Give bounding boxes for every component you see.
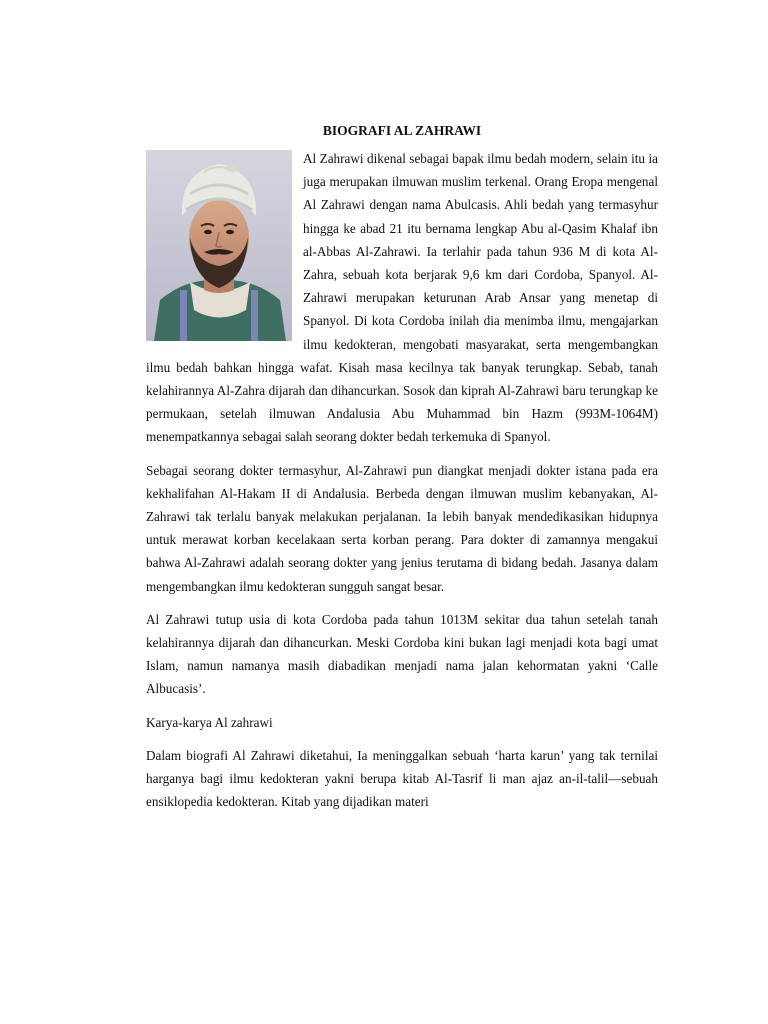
document-title: BIOGRAFI AL ZAHRAWI	[322, 123, 482, 138]
paragraph-works: Dalam biografi Al Zahrawi diketahui, Ia meninggalkan sebuah ‘harta karun’ yang tak ternilai harganya bagi ilmu kedokteran yakni berupa kitab Al-Tasrif li man ajaz an-il-talil—sebuah ensiklopedia kedokteran. Kitab yang dijadikan materi	[146, 747, 658, 810]
portrait-illustration-icon	[146, 150, 292, 341]
section-heading-works: Karya-karya Al zahrawi	[146, 714, 273, 730]
paragraph-death: Al Zahrawi tutup usia di kota Cordoba pada tahun 1013M sekitar dua tahun setelah tanah kelahirannya dijarah dan dihancurkan. Meski Cordoba kini bukan lagi menjadi kota bagi umat Islam, namun namanya masih diabadikan menjadi nama jalan kehormatan yakni ‘Calle Albucasis’.	[146, 611, 658, 697]
paragraph-intro: Al Zahrawi dikenal sebagai bapak ilmu bedah modern, selain itu ia juga merupakan ilmuwan muslim terkenal. Orang Eropa mengenal Al Zahrawi dengan nama Abulcasis. Ahli bedah yang termasyhur hingga ke abad 21 itu bernama lengkap Abu al-Qasim Khalaf ibn al-Abbas Al-Zahrawi. Ia terlahir pada tahun 936 M di kota Al-Zahra, sebuah kota berjarak 9,6 km dari Cordoba, Spanyol. Al-Zahrawi merupakan keturunan Arab Ansar yang menetap di Spanyol. Di kota Cordoba inilah dia menimba ilmu, mengajarkan ilmu kedokteran, mengobati masyarakat, serta mengembangkan ilmu bedah bahkan hingga wafat. Kisah masa kecilnya tak banyak terungkap. Sebab, tanah kelahirannya Al-Zahra dijarah dan dihancurkan. Sosok dan kiprah Al-Zahrawi baru terungkap ke permukaan, setelah ilmuwan Andalusia Abu Muhammad bin Hazm (993M-1064M) menempatkannya sebagai salah seorang dokter bedah terkemuka di Spanyol.	[146, 151, 658, 445]
paragraph-career: Sebagai seorang dokter termasyhur, Al-Zahrawi pun diangkat menjadi dokter istana pada era kekhalifahan Al-Hakam II di Andalusia. Berbeda dengan ilmuwan muslim kebanyakan, Al-Zahrawi tak terlalu banyak melakukan perjalanan. Ia lebih banyak mendedikasikan hidupnya untuk merawat korban kecelakaan serta korban perang. Para dokter di zamannya mengakui bahwa Al-Zahrawi adalah seorang dokter yang jenius terutama di bidang bedah. Jasanya dalam mengembangkan ilmu kedokteran sungguh sangat besar.	[146, 462, 658, 594]
document-page	[146, 122, 658, 823]
portrait-image	[146, 150, 292, 341]
